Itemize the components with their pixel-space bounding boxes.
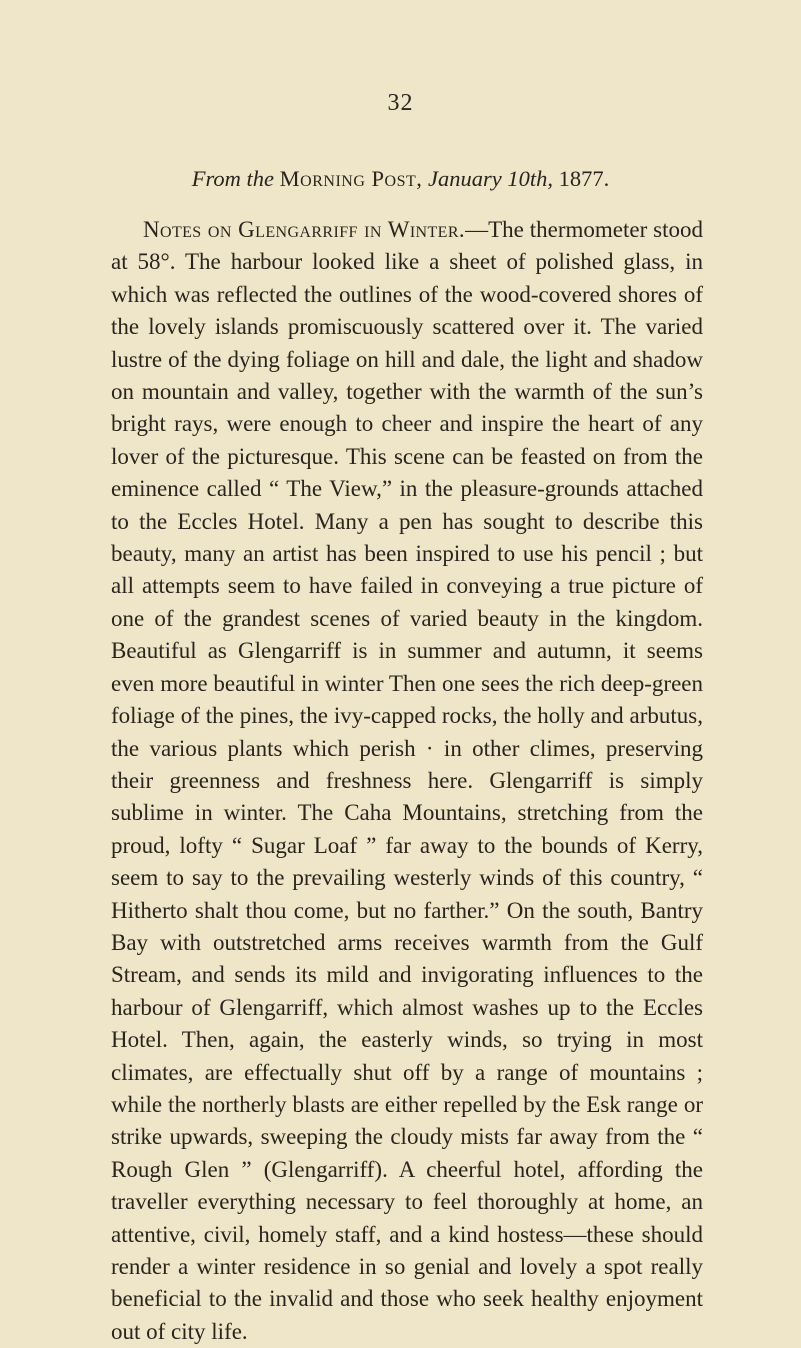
source-citation	[0, 166, 801, 192]
article-paragraph	[111, 214, 703, 1348]
page-number: 32	[387, 90, 414, 116]
source-prefix: From the	[191, 166, 275, 191]
source-year: 1877.	[558, 166, 610, 191]
article-heading: Notes on Glengarriff in Winter.	[143, 217, 466, 242]
article-body: —The thermometer stood at 58°. The harbour looked like a sheet of polished glass, in which was reflected the outlines of the wood-covered shores of the lovely islands promiscuously scattered over it. The varied lustre of the dying foliage on hill and dale, the light and shadow on mountain and valley, together with the warmth of the sun’s bright rays, were enough to cheer and inspire the heart of any lover of the picturesque. This scene can be feasted on from the eminence called “ The View,” in the pleasure-grounds attached to the Eccles Hotel. Many a pen has sought to describe this beauty, many an artist has been inspired to use his pencil ; but all attempts seem to have failed in conveying a true picture of one of the grandest scenes of varied beauty in the kingdom. Beautiful as Glengarriff is in summer and autumn, it seems even more beautiful in winter Then one sees the rich deep-green foliage of the pines, the ivy-capped rocks, the holly and arbutus, the various plants which perish · in other climes, preserving their greenness and freshness here. Glengarriff is simply sublime in winter. The Caha Mountains, stretching from the proud, lofty “ Sugar Loaf ” far away to the bounds of Kerry, seem to say to the prevailing westerly winds of this country, “ Hitherto shalt thou come, but no farther.” On the south, Bantry Bay with outstretched arms receives warmth from the Gulf Stream, and sends its mild and invigorating influences to the harbour of Glengarriff, which almost washes up to the Eccles Hotel. Then, again, the easterly winds, so trying in most climates, are effectually shut off by a range of mountains ; while the northerly blasts are either repelled by the Esk range or strike upwards, sweeping the cloudy mists far away from the “ Rough Glen ” (Glengarriff). A cheerful hotel, affording the traveller everything necessary to feel thoroughly at home, an attentive, civil, homely staff, and a kind hostess—these should render a winter residence in so genial and lovely a spot really beneficial to the invalid and those who seek healthy enjoyment out of city life.	[111, 217, 703, 1344]
source-publication: Morning Post,	[279, 166, 423, 191]
source-date: January 10th,	[428, 166, 553, 191]
